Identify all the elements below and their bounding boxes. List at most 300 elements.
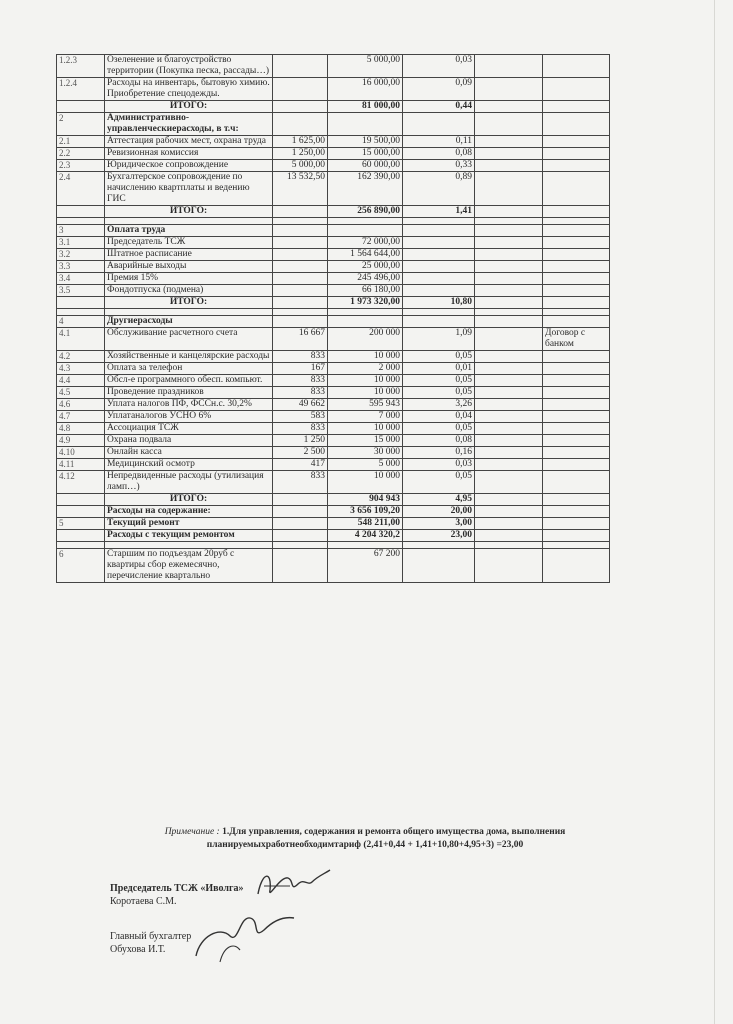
table-row (57, 518, 610, 530)
chair-signature-scribble (250, 866, 340, 902)
annual-amount-cell: 19 500,00 (328, 136, 403, 148)
annual-amount-cell: 5 000 (328, 459, 403, 471)
page-edge-line (714, 0, 715, 1024)
item-name-cell: Административно-управленческиерасходы, в т.ч: (105, 113, 273, 136)
empty-cell (57, 542, 105, 549)
comment-cell (543, 363, 610, 375)
monthly-amount-cell (273, 237, 328, 249)
monthly-amount-cell: 583 (273, 411, 328, 423)
item-name-cell: Охрана подвала (105, 435, 273, 447)
monthly-amount-cell (273, 506, 328, 518)
extra-cell (475, 55, 543, 78)
tariff-cell: 0,08 (403, 148, 475, 160)
item-name-cell: Другиерасходы (105, 316, 273, 328)
tariff-cell: 3,26 (403, 399, 475, 411)
row-number-cell: 1.2.3 (57, 55, 105, 78)
extra-cell (475, 459, 543, 471)
tariff-cell (403, 249, 475, 261)
comment-cell (543, 78, 610, 101)
comment-cell (543, 148, 610, 160)
total-row (57, 297, 610, 309)
empty-cell (403, 542, 475, 549)
chair-title: Председатель ТСЖ «Иволга» (110, 883, 244, 894)
tariff-cell (403, 285, 475, 297)
monthly-amount-cell: 1 625,00 (273, 136, 328, 148)
comment-cell (543, 459, 610, 471)
chair-signature-block (110, 882, 244, 908)
section-row (57, 113, 610, 136)
annual-amount-cell: 548 211,00 (328, 518, 403, 530)
monthly-amount-cell (273, 285, 328, 297)
item-name-cell: Расходы на содержание: (105, 506, 273, 518)
comment-cell (543, 237, 610, 249)
comment-cell (543, 206, 610, 218)
item-name-cell: Обсл-е программного обесп. компьют. (105, 375, 273, 387)
annual-amount-cell: 15 000,00 (328, 148, 403, 160)
item-name-cell: Аварийные выходы (105, 261, 273, 273)
comment-cell (543, 316, 610, 328)
accountant-name: Обухова И.Т. (110, 944, 166, 955)
extra-cell (475, 285, 543, 297)
item-name-cell: Медицинский осмотр (105, 459, 273, 471)
row-number-cell: 2.3 (57, 160, 105, 172)
table-row (57, 172, 610, 206)
extra-cell (475, 387, 543, 399)
comment-cell (543, 471, 610, 494)
extra-cell (475, 225, 543, 237)
tariff-cell: 4,95 (403, 494, 475, 506)
comment-cell (543, 351, 610, 363)
annual-amount-cell: 81 000,00 (328, 101, 403, 113)
row-number-cell: 2 (57, 113, 105, 136)
tariff-cell: 0,08 (403, 435, 475, 447)
table-row (57, 423, 610, 435)
annual-amount-cell: 72 000,00 (328, 237, 403, 249)
annual-amount-cell: 66 180,00 (328, 285, 403, 297)
tariff-cell: 1,09 (403, 328, 475, 351)
table-row (57, 471, 610, 494)
annual-amount-cell: 10 000 (328, 387, 403, 399)
item-name-cell: Онлайн касса (105, 447, 273, 459)
item-name-cell: Проведение праздников (105, 387, 273, 399)
empty-cell (328, 218, 403, 225)
item-name-cell: Расходы на инвентарь, бытовую химию. Приобретение спецодежды. (105, 78, 273, 101)
table-row (57, 148, 610, 160)
comment-cell (543, 375, 610, 387)
tariff-cell: 23,00 (403, 530, 475, 542)
monthly-amount-cell (273, 261, 328, 273)
annual-amount-cell: 7 000 (328, 411, 403, 423)
monthly-amount-cell (273, 273, 328, 285)
annual-amount-cell: 3 656 109,20 (328, 506, 403, 518)
extra-cell (475, 506, 543, 518)
annual-amount-cell: 10 000 (328, 351, 403, 363)
total-row (57, 206, 610, 218)
tariff-cell: 0,11 (403, 136, 475, 148)
extra-cell (475, 316, 543, 328)
table-row (57, 249, 610, 261)
item-name-cell: Премия 15% (105, 273, 273, 285)
annual-amount-cell: 595 943 (328, 399, 403, 411)
row-number-cell: 4.7 (57, 411, 105, 423)
table-row (57, 447, 610, 459)
extra-cell (475, 148, 543, 160)
table-row (57, 530, 610, 542)
monthly-amount-cell (273, 316, 328, 328)
comment-cell (543, 160, 610, 172)
monthly-amount-cell: 1 250 (273, 435, 328, 447)
tariff-cell: 0,44 (403, 101, 475, 113)
table-row (57, 285, 610, 297)
total-row (57, 494, 610, 506)
comment-cell (543, 447, 610, 459)
extra-cell (475, 261, 543, 273)
monthly-amount-cell (273, 55, 328, 78)
row-number-cell: 5 (57, 518, 105, 530)
comment-cell (543, 113, 610, 136)
row-number-cell: 6 (57, 549, 105, 583)
item-name-cell: Обслуживание расчетного счета (105, 328, 273, 351)
empty-cell (475, 542, 543, 549)
extra-cell (475, 447, 543, 459)
item-name-cell: ИТОГО: (105, 101, 273, 113)
footnote-label: Примечание : (164, 827, 220, 837)
extra-cell (475, 113, 543, 136)
comment-cell (543, 261, 610, 273)
annual-amount-cell (328, 113, 403, 136)
comment-cell (543, 273, 610, 285)
table-row (57, 411, 610, 423)
tariff-cell (403, 237, 475, 249)
tariff-cell: 0,05 (403, 351, 475, 363)
table-row (57, 387, 610, 399)
extra-cell (475, 471, 543, 494)
extra-cell (475, 273, 543, 285)
budget-table (56, 54, 610, 583)
item-name-cell: Председатель ТСЖ (105, 237, 273, 249)
table-row (57, 55, 610, 78)
row-number-cell: 2.4 (57, 172, 105, 206)
item-name-cell: Бухгалтерское сопровождение по начислению квартплаты и ведению ГИС (105, 172, 273, 206)
table-row (57, 160, 610, 172)
comment-cell (543, 494, 610, 506)
table-row (57, 78, 610, 101)
row-number-cell: 3.5 (57, 285, 105, 297)
empty-cell (543, 542, 610, 549)
tariff-cell: 0,05 (403, 423, 475, 435)
row-number-cell: 4.12 (57, 471, 105, 494)
table-row (57, 399, 610, 411)
row-number-cell: 4.5 (57, 387, 105, 399)
tariff-cell: 0,89 (403, 172, 475, 206)
item-name-cell: ИТОГО: (105, 297, 273, 309)
extra-cell (475, 363, 543, 375)
comment-cell (543, 136, 610, 148)
tariff-cell (403, 316, 475, 328)
section-row (57, 316, 610, 328)
tariff-cell: 0,03 (403, 459, 475, 471)
extra-cell (475, 399, 543, 411)
row-number-cell: 1.2.4 (57, 78, 105, 101)
spacer-row (57, 218, 610, 225)
footnote-text: 1.Для управления, содержания и ремонта общего имущества дома, выполнения планируемыхработнеобходимтариф (2,41+0,44 + 1,41+10,80+4,95+3) =23,00 (206, 827, 566, 850)
comment-cell (543, 387, 610, 399)
comment-cell (543, 172, 610, 206)
tariff-cell: 1,41 (403, 206, 475, 218)
row-number-cell: 4.11 (57, 459, 105, 471)
extra-cell (475, 206, 543, 218)
tariff-cell: 0,05 (403, 375, 475, 387)
row-number-cell: 4.4 (57, 375, 105, 387)
extra-cell (475, 136, 543, 148)
annual-amount-cell: 15 000 (328, 435, 403, 447)
annual-amount-cell: 1 973 320,00 (328, 297, 403, 309)
monthly-amount-cell: 1 250,00 (273, 148, 328, 160)
extra-cell (475, 172, 543, 206)
row-number-cell: 4.1 (57, 328, 105, 351)
empty-cell (273, 542, 328, 549)
row-number-cell: 4.10 (57, 447, 105, 459)
row-number-cell: 4.2 (57, 351, 105, 363)
item-name-cell: Озеленение и благоустройство территории (Покупка песка, рассады…) (105, 55, 273, 78)
monthly-amount-cell: 16 667 (273, 328, 328, 351)
monthly-amount-cell: 5 000,00 (273, 160, 328, 172)
chair-name: Коротаева С.М. (110, 896, 177, 907)
row-number-cell: 3 (57, 225, 105, 237)
tariff-cell: 20,00 (403, 506, 475, 518)
annual-amount-cell: 256 890,00 (328, 206, 403, 218)
item-name-cell: Оплата за телефон (105, 363, 273, 375)
annual-amount-cell: 4 204 320,2 (328, 530, 403, 542)
empty-cell (403, 309, 475, 316)
monthly-amount-cell (273, 549, 328, 583)
comment-cell (543, 506, 610, 518)
extra-cell (475, 249, 543, 261)
row-number-cell (57, 206, 105, 218)
comment-cell (543, 399, 610, 411)
table-row (57, 375, 610, 387)
footnote (130, 826, 600, 852)
item-name-cell: Старшим по подъездам 20руб с квартиры сбор ежемесячно, перечисление квартально (105, 549, 273, 583)
extra-cell (475, 549, 543, 583)
table-row (57, 506, 610, 518)
empty-cell (105, 309, 273, 316)
monthly-amount-cell (273, 225, 328, 237)
item-name-cell: Аттестация рабочих мест, охрана труда (105, 136, 273, 148)
extra-cell (475, 328, 543, 351)
empty-cell (475, 218, 543, 225)
monthly-amount-cell: 167 (273, 363, 328, 375)
tariff-cell: 0,05 (403, 471, 475, 494)
annual-amount-cell: 245 496,00 (328, 273, 403, 285)
tariff-cell (403, 261, 475, 273)
row-number-cell: 4 (57, 316, 105, 328)
item-name-cell: Юридическое сопровождение (105, 160, 273, 172)
empty-cell (543, 218, 610, 225)
row-number-cell: 2.2 (57, 148, 105, 160)
table-row (57, 459, 610, 471)
item-name-cell: Непредвиденные расходы (утилизация ламп…) (105, 471, 273, 494)
tariff-cell (403, 225, 475, 237)
comment-cell (543, 435, 610, 447)
annual-amount-cell: 16 000,00 (328, 78, 403, 101)
monthly-amount-cell (273, 206, 328, 218)
extra-cell (475, 351, 543, 363)
table-row (57, 261, 610, 273)
comment-cell (543, 249, 610, 261)
tariff-cell: 3,00 (403, 518, 475, 530)
row-number-cell: 2.1 (57, 136, 105, 148)
empty-cell (273, 218, 328, 225)
monthly-amount-cell: 833 (273, 471, 328, 494)
extra-cell (475, 423, 543, 435)
extra-cell (475, 375, 543, 387)
comment-cell (543, 297, 610, 309)
monthly-amount-cell: 417 (273, 459, 328, 471)
empty-cell (57, 218, 105, 225)
table-row (57, 363, 610, 375)
comment-cell (543, 549, 610, 583)
extra-cell (475, 518, 543, 530)
annual-amount-cell: 10 000 (328, 471, 403, 494)
extra-cell (475, 435, 543, 447)
tariff-cell: 0,09 (403, 78, 475, 101)
empty-cell (105, 218, 273, 225)
row-number-cell: 4.6 (57, 399, 105, 411)
accountant-signature-block (110, 930, 191, 956)
annual-amount-cell (328, 225, 403, 237)
monthly-amount-cell (273, 249, 328, 261)
row-number-cell (57, 101, 105, 113)
comment-cell: Договор с банком (543, 328, 610, 351)
item-name-cell: Ревизионная комиссия (105, 148, 273, 160)
monthly-amount-cell: 833 (273, 423, 328, 435)
extra-cell (475, 530, 543, 542)
row-number-cell (57, 494, 105, 506)
comment-cell (543, 530, 610, 542)
empty-cell (328, 309, 403, 316)
annual-amount-cell: 30 000 (328, 447, 403, 459)
table-row (57, 351, 610, 363)
table-row (57, 237, 610, 249)
monthly-amount-cell (273, 530, 328, 542)
comment-cell (543, 285, 610, 297)
monthly-amount-cell: 833 (273, 387, 328, 399)
item-name-cell: Фондотпуска (подмена) (105, 285, 273, 297)
total-row (57, 101, 610, 113)
annual-amount-cell: 904 943 (328, 494, 403, 506)
extra-cell (475, 411, 543, 423)
monthly-amount-cell (273, 518, 328, 530)
table-row (57, 136, 610, 148)
row-number-cell: 3.1 (57, 237, 105, 249)
item-name-cell: Ассоциация ТСЖ (105, 423, 273, 435)
empty-cell (273, 309, 328, 316)
annual-amount-cell: 2 000 (328, 363, 403, 375)
tariff-cell: 0,04 (403, 411, 475, 423)
extra-cell (475, 78, 543, 101)
extra-cell (475, 237, 543, 249)
annual-amount-cell (328, 316, 403, 328)
row-number-cell: 4.8 (57, 423, 105, 435)
comment-cell (543, 423, 610, 435)
table-row (57, 273, 610, 285)
monthly-amount-cell: 833 (273, 375, 328, 387)
row-number-cell: 3.2 (57, 249, 105, 261)
item-name-cell: Штатное расписание (105, 249, 273, 261)
comment-cell (543, 518, 610, 530)
annual-amount-cell: 60 000,00 (328, 160, 403, 172)
comment-cell (543, 55, 610, 78)
annual-amount-cell: 1 564 644,00 (328, 249, 403, 261)
empty-cell (403, 218, 475, 225)
table-row (57, 435, 610, 447)
budget-table-body (57, 55, 610, 583)
monthly-amount-cell: 49 662 (273, 399, 328, 411)
tariff-cell: 0,05 (403, 387, 475, 399)
item-name-cell: Уплатаналогов УСНО 6% (105, 411, 273, 423)
item-name-cell: Уплата налогов ПФ, ФССн.с. 30,2% (105, 399, 273, 411)
item-name-cell: ИТОГО: (105, 206, 273, 218)
table-row (57, 549, 610, 583)
row-number-cell (57, 530, 105, 542)
tariff-cell: 0,16 (403, 447, 475, 459)
monthly-amount-cell (273, 78, 328, 101)
item-name-cell: Оплата труда (105, 225, 273, 237)
comment-cell (543, 225, 610, 237)
tariff-cell (403, 273, 475, 285)
row-number-cell: 3.3 (57, 261, 105, 273)
row-number-cell (57, 506, 105, 518)
row-number-cell: 3.4 (57, 273, 105, 285)
empty-cell (328, 542, 403, 549)
spacer-row (57, 542, 610, 549)
spacer-row (57, 309, 610, 316)
tariff-cell (403, 549, 475, 583)
annual-amount-cell: 10 000 (328, 375, 403, 387)
accountant-signature-scribble (190, 906, 300, 966)
monthly-amount-cell (273, 113, 328, 136)
extra-cell (475, 160, 543, 172)
comment-cell (543, 411, 610, 423)
annual-amount-cell: 67 200 (328, 549, 403, 583)
extra-cell (475, 297, 543, 309)
item-name-cell: Расходы с текущим ремонтом (105, 530, 273, 542)
annual-amount-cell: 162 390,00 (328, 172, 403, 206)
empty-cell (475, 309, 543, 316)
monthly-amount-cell (273, 494, 328, 506)
accountant-title: Главный бухгалтер (110, 931, 192, 942)
row-number-cell (57, 297, 105, 309)
table-row (57, 328, 610, 351)
extra-cell (475, 101, 543, 113)
empty-cell (57, 309, 105, 316)
tariff-cell: 0,33 (403, 160, 475, 172)
annual-amount-cell: 25 000,00 (328, 261, 403, 273)
empty-cell (543, 309, 610, 316)
monthly-amount-cell: 13 532,50 (273, 172, 328, 206)
row-number-cell: 4.9 (57, 435, 105, 447)
row-number-cell: 4.3 (57, 363, 105, 375)
annual-amount-cell: 200 000 (328, 328, 403, 351)
annual-amount-cell: 10 000 (328, 423, 403, 435)
item-name-cell: Текущий ремонт (105, 518, 273, 530)
annual-amount-cell: 5 000,00 (328, 55, 403, 78)
monthly-amount-cell: 2 500 (273, 447, 328, 459)
empty-cell (105, 542, 273, 549)
item-name-cell: ИТОГО: (105, 494, 273, 506)
tariff-cell: 0,01 (403, 363, 475, 375)
